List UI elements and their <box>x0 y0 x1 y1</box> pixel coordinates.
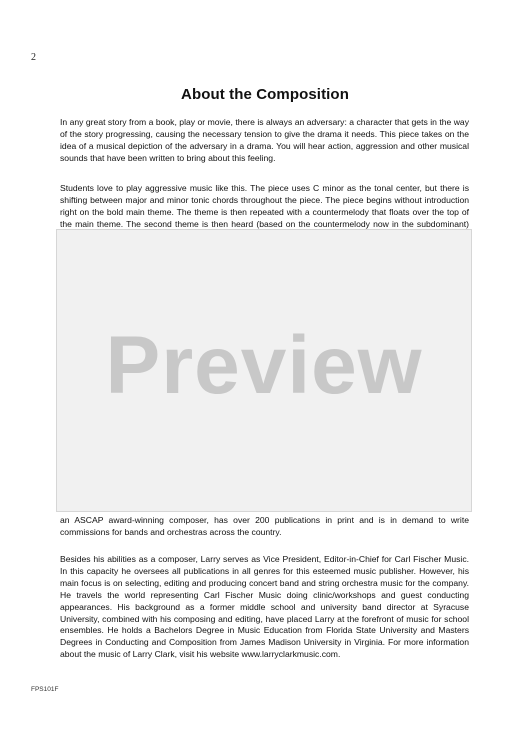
paragraph-composer-credits: an ASCAP award-winning composer, has over 200 publications in print and is in demand to write commissions for bands and orchestras across the country. <box>60 515 469 537</box>
paragraph-composer-bio: Besides his abilities as a composer, Larry serves as Vice President, Editor-in-Chief for Carl Fischer Music. In this capacity he oversees all publications in all genres for this esteemed music publisher. However, his main focus is on selecting, editing and producing concert band and string orchestra music for the company. He travels the world representing Carl Fischer Music doing clinic/workshops and guest conducting appearances. His background as a former middle school and university band director at Syracuse University, combined with his composing and editing, have placed Larry at the forefront of music for school ensembles. He holds a Bachelors Degree in Music Education from Florida State University and Masters Degrees in Conducting and Composition from James Madison University in Virginia. For more information about the music of Larry Clark, visit his website www.larryclarkmusic.com. <box>60 554 469 660</box>
page-title: About the Composition <box>181 86 349 103</box>
preview-overlay <box>56 229 472 512</box>
paragraph-structure: Students love to play aggressive music like this. The piece uses C minor as the tonal center, but there is shifting between major and minor tonic chords throughout the piece. The piece begins without introduction right on the bold main theme. The theme is then repeated with a countermelody that floats over the top of the main theme. The second theme is then heard (based on the countermelody now in the subdominant) <box>60 183 469 229</box>
catalog-code: FPS101F <box>31 686 59 693</box>
paragraph-intro: In any great story from a book, play or movie, there is always an adversary: a character that gets in the way of the story progressing, causing the necessary tension to give the drama it needs. This piece takes on the idea of a musical depiction of the adversary in a drama. You will hear action, aggression and other musical sounds that have been written to bring about this feeling. <box>60 117 469 163</box>
page-number: 2 <box>31 52 36 63</box>
preview-watermark: Preview <box>105 320 423 411</box>
